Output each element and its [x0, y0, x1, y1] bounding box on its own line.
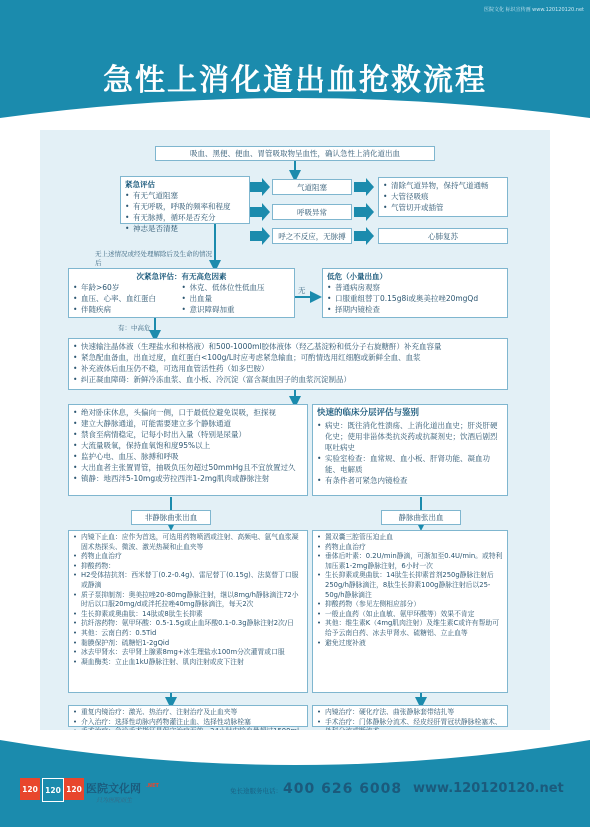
variceal-item: • 垂体后叶素：0.2U/min静滴，可渐加至0.4U/min。或特利加压素1-2mg静脉注射，6小时一次 [317, 552, 503, 571]
stratify-heading: 快速的临床分层评估与鉴别 [317, 408, 420, 418]
arrow-airway-action [354, 178, 374, 196]
condition-pulse-box [272, 228, 352, 244]
condition-breathing: 呼吸异常 [297, 207, 327, 217]
stratify-item: • 有条件者可紧急内镜检查 [317, 475, 503, 486]
logo-slogan: 只为医院而生 [96, 797, 133, 804]
arrow-breathing-action [354, 203, 374, 221]
stratify-box [312, 404, 508, 496]
nonvariceal-label: 非静脉曲张出血 [144, 513, 198, 522]
monitoring-item: • 大流量吸氧，保持血氧饱和度95%以上 [73, 440, 303, 451]
monitoring-item: • 绝对卧床休息，头偏向一侧，口于最低位避免误吸，拒探视 [73, 407, 303, 418]
variceal-after-box [312, 705, 508, 727]
confirm-bleeding-text: 吸血、黑便、便血、胃管吸取物呈血性，确认急性上消化道出血 [190, 149, 400, 158]
emergency-item: • 有无呼吸，呼吸的频率和程度 [125, 201, 245, 212]
condition-airway: 气道阻塞 [297, 182, 327, 192]
header-tagline: 医院文化 标识宣传画 www.120120120.net [483, 7, 584, 13]
condition-pulse: 呼之不反应，无脉搏 [278, 231, 346, 241]
nonvariceal-item: • 抑酸药物： [73, 562, 303, 572]
label-no-risk: 无 [298, 286, 306, 295]
monitoring-item: • 镇静：地西泮5-10mg或劳拉西泮1-2mg肌肉或静脉注射 [73, 473, 303, 484]
nonvariceal-label-box [131, 510, 211, 525]
page-title: 急性上消化道出血抢救流程 [103, 63, 487, 98]
variceal-item: • 置双囊三腔管压迫止血 [317, 533, 503, 543]
arrow-pulse-action [354, 227, 374, 245]
footer-curve [0, 730, 590, 780]
secondary-factor: • 年龄>60岁 [73, 282, 182, 293]
nonvariceal-item: • 其他：云南白药：0.5Tid [73, 629, 303, 639]
variceal-item: • 其他：维生素K（4mg肌肉注射）及维生素C或许有帮助可给予云南白药、冰去甲肾水、硫糖铝、立止血等 [317, 619, 503, 638]
stratify-item: • 实验室检查：血常规、血小板、肝肾功能、凝血功能、电解质 [317, 453, 503, 475]
logo-block: 120 [42, 778, 64, 802]
emergency-item: • 有无脉搏，循环是否充分 [125, 212, 245, 223]
nonvariceal-item: • 抗纤溶药物：氨甲环酸：0.5-1.5g或止血环酸0.1-0.3g静脉注射2次/日 [73, 619, 303, 629]
nonvariceal-item: • 黏膜保护剂：硫糖铝1-2gQid [73, 639, 303, 649]
cpr-box [378, 228, 508, 244]
low-risk-item: • 普通病房观察 [327, 282, 503, 293]
nonvariceal-item: • 药物止血治疗 [73, 552, 303, 562]
website-link[interactable]: www.120120120.net [413, 781, 564, 796]
nonvariceal-treatment-box [68, 530, 308, 693]
logo-name: 医院文化网 [86, 782, 141, 795]
variceal-item: • 避免过度补液 [317, 639, 503, 649]
nonvariceal-item: • 生长抑素或奥曲肽：14肽或8肽生长抑素 [73, 610, 303, 620]
nonvariceal-item: • 凝血酶类：立止血1kU静脉注射、肌肉注射或皮下注射 [73, 658, 303, 668]
secondary-assessment-box [68, 268, 295, 318]
low-risk-item: • 口服重组替丁0.15g8i或奥美拉唑20mgQd [327, 293, 503, 304]
variceal-after-item: • 内镜治疗：硬化疗法、曲张静脉套带结扎等 [317, 708, 503, 718]
low-risk-heading: 低危（小量出血） [327, 272, 387, 281]
airway-action: • 大管径吸痕 [383, 191, 503, 202]
confirm-bleeding-box [155, 146, 435, 161]
secondary-factor: • 意识障碍加重 [182, 304, 291, 315]
arrow-to-breathing [250, 203, 270, 221]
resuscitation-item: • 快速输注晶体液（生理盐水和林格液）和500-1000ml胶体液体（羟乙基淀粉和低分子右旋糖酐）补充血容量 [73, 341, 503, 352]
variceal-item: • 药物止血治疗 [317, 543, 503, 553]
monitoring-item: • 大出血者主张置胃管，抽吸负压勿超过50mmHg且不宜放置过久 [73, 462, 303, 473]
emergency-item: • 神志是否清楚 [125, 223, 245, 234]
emergency-assessment-box [120, 176, 250, 233]
note-stabilized: 无上述情况或经处理解除后及生命的情况后 [95, 250, 212, 267]
airway-action: • 气管切开或插管 [383, 202, 503, 213]
emergency-heading: 紧急评估 [125, 180, 155, 189]
variceal-item: • 抑酸药物（参见左侧相应部分） [317, 600, 503, 610]
variceal-after-item: • 手术治疗：门体静脉分流术、经皮经肝胃冠状静脉栓塞术、 [317, 718, 503, 737]
secondary-factor: • 伴随疾病 [73, 304, 182, 315]
nonvariceal-item: • 冰去甲肾水：去甲肾上腺素8mg+冰生理盐水100m分次灌胃或口服 [73, 648, 303, 658]
variceal-label: 静脉曲张出血 [398, 513, 444, 522]
secondary-factor: • 休克、低体位性低血压 [182, 282, 291, 293]
monitoring-item: • 建立大静脉通道，可能需要建立多个静脉通道 [73, 418, 303, 429]
cpr-label: 心肺复苏 [428, 231, 458, 241]
variceal-item: • 生长抑素或奥曲肽：14肽生长抑素首剂250g静脉注射后250g/h静脉滴注，8肽生长抑素100g静脉注射后以25-50g/h静脉滴注 [317, 571, 503, 600]
secondary-factor: • 出血量 [182, 293, 291, 304]
secondary-factor: • 血压、心率、血红蛋白 [73, 293, 182, 304]
emergency-item: • 有无气道阻塞 [125, 190, 245, 201]
label-high-risk: 有：中高危 [118, 324, 151, 332]
logo-block: 120 [64, 778, 84, 800]
resuscitation-item: • 纠正凝血障碍：新鲜冷冻血浆、血小板、冷沉淀（富含凝血因子的血浆沉淀制品） [73, 374, 503, 385]
resuscitation-box [68, 338, 508, 390]
secondary-heading: 次紧急评估：有无高危因素 [136, 272, 227, 281]
arrow-to-airway [250, 178, 270, 196]
airway-action: • 清除气道异物，保持气道通畅 [383, 180, 503, 191]
variceal-item: • 一般止血药（如止血敏、氨甲环酸等）效果不肯定 [317, 610, 503, 620]
footer-banner [0, 730, 590, 827]
stratify-item: • 病史：既往消化性溃疡、上消化道出血史；肝炎肝硬化史；使用非甾体类抗炎药或抗凝剂史；饮酒后剧烈呕吐病史 [317, 420, 503, 453]
nonvariceal-after-item: • 介入治疗：选择性动脉内药物灌注止血、选择性动脉栓塞 [73, 718, 303, 728]
condition-breathing-box [272, 204, 352, 220]
monitoring-item: • 监护心电、血压、脉搏和呼吸 [73, 451, 303, 462]
variceal-label-box [381, 510, 461, 525]
logo-suffix: .NET [146, 783, 159, 789]
phone-label: 免长途服务电话： [230, 787, 282, 795]
phone-number[interactable]: 400 626 6008 [283, 781, 403, 797]
resuscitation-item: • 补充液体后血压仍不稳，可选用血管活性药（如多巴胺） [73, 363, 503, 374]
nonvariceal-item: • 质子泵抑制剂：奥美拉唑20-80mg静脉注射，继以8mg/h静脉滴注72小时后以口服20mg/d或泮托拉唑40mg静脉滴注，每天2次 [73, 591, 303, 610]
arrow-to-pulse [250, 227, 270, 245]
low-risk-item: • 择期内镜检查 [327, 304, 503, 315]
condition-airway-box [272, 179, 352, 195]
nonvariceal-after-item: • 重复内镜治疗：激光、热治疗、注射治疗及止血夹等 [73, 708, 303, 718]
logo-block: 120 [20, 778, 40, 800]
low-risk-box [322, 268, 508, 318]
nonvariceal-after-box [68, 705, 308, 727]
monitoring-item: • 禁食至病情稳定，记每小时出入量（特别是尿量） [73, 429, 303, 440]
nonvariceal-item: • 内镜下止血：应作为首选，可选用药物喷洒或注射、高频电、氩气血浆凝固术热探头、微波、激光热凝和止血夹等 [73, 533, 303, 552]
airway-actions-box [378, 177, 508, 217]
variceal-treatment-box [312, 530, 508, 693]
monitoring-box [68, 404, 308, 496]
nonvariceal-item: • H2受体拮抗剂：西米替丁(0.2-0.4g)、雷尼替丁(0.15g)、法莫替丁口服或静滴 [73, 571, 303, 590]
resuscitation-item: • 紧急配血备血，出血过度，血红蛋白<100g/L时应考虑紧急输血；可酌情选用红细胞或新鲜全血、血浆 [73, 352, 503, 363]
